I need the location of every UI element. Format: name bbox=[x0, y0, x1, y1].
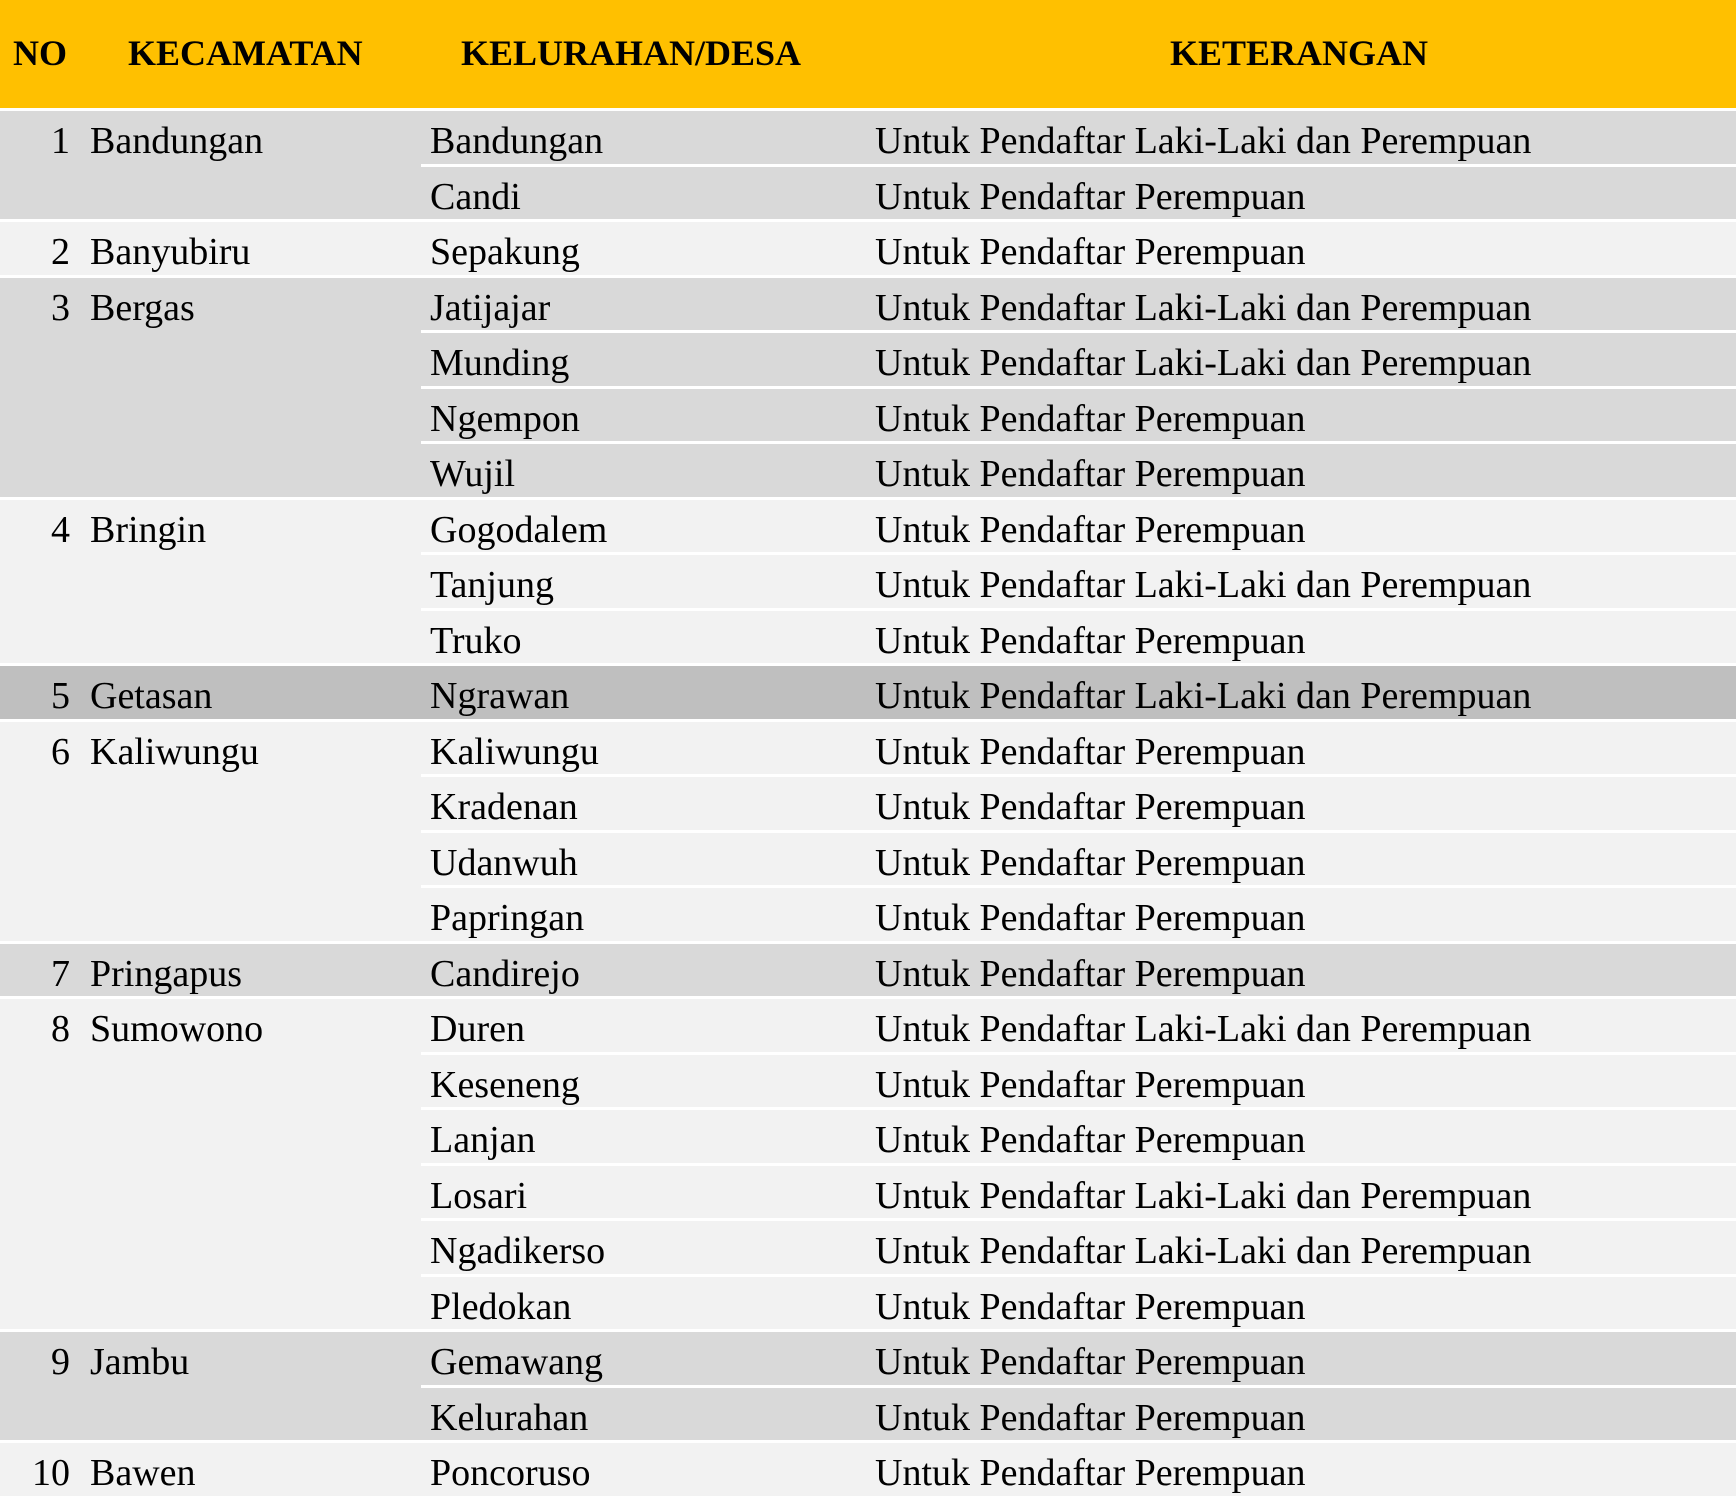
keterangan-cell: Untuk Pendaftar Perempuan bbox=[875, 841, 1306, 884]
header-kelurahan: KELURAHAN/DESA bbox=[461, 33, 802, 73]
row-number: 9 bbox=[51, 1341, 70, 1383]
kelurahan-cell: Duren bbox=[430, 1008, 525, 1050]
kecamatan-cell: Bringin bbox=[90, 508, 207, 551]
row-number: 8 bbox=[51, 1008, 70, 1050]
keterangan-cell: Untuk Pendaftar Perempuan bbox=[875, 1063, 1306, 1106]
table-row bbox=[0, 1274, 1736, 1330]
row-number: 1 bbox=[51, 120, 70, 162]
kelurahan-cell: Candi bbox=[430, 175, 521, 218]
kelurahan-cell: Papringan bbox=[430, 897, 585, 939]
table-row bbox=[0, 885, 1736, 941]
kelurahan-cell: Lanjan bbox=[430, 1119, 536, 1161]
kecamatan-group bbox=[0, 497, 1736, 664]
keterangan-cell: Untuk Pendaftar Perempuan bbox=[875, 786, 1306, 828]
row-number: 10 bbox=[32, 1452, 70, 1494]
kecamatan-cell: Bergas bbox=[90, 286, 195, 329]
keterangan-cell: Untuk Pendaftar Laki-Laki dan Perempuan bbox=[875, 675, 1532, 717]
kelurahan-cell: Wujil bbox=[430, 453, 516, 495]
table-row bbox=[0, 1332, 1736, 1385]
table-row bbox=[0, 944, 1736, 997]
keterangan-cell: Untuk Pendaftar Perempuan bbox=[875, 1396, 1306, 1439]
village-table bbox=[0, 111, 1736, 1496]
keterangan-cell: Untuk Pendaftar Laki-Laki dan Perempuan bbox=[875, 286, 1532, 329]
keterangan-cell: Untuk Pendaftar Perempuan bbox=[875, 231, 1306, 273]
kelurahan-cell: Jatijajar bbox=[430, 286, 551, 329]
kelurahan-cell: Gemawang bbox=[430, 1341, 604, 1383]
kelurahan-cell: Sepakung bbox=[430, 231, 580, 273]
table-row bbox=[0, 666, 1736, 719]
table-row bbox=[0, 164, 1736, 220]
kelurahan-cell: Candirejo bbox=[430, 952, 580, 995]
keterangan-cell: Untuk Pendaftar Laki-Laki dan Perempuan bbox=[875, 1174, 1532, 1217]
keterangan-cell: Untuk Pendaftar Perempuan bbox=[875, 1285, 1306, 1328]
table-row bbox=[0, 1163, 1736, 1219]
kelurahan-cell: Tanjung bbox=[430, 564, 554, 606]
keterangan-cell: Untuk Pendaftar Perempuan bbox=[875, 397, 1306, 440]
table-row bbox=[0, 1107, 1736, 1163]
keterangan-cell: Untuk Pendaftar Laki-Laki dan Perempuan bbox=[875, 1230, 1532, 1272]
row-number: 7 bbox=[51, 952, 70, 995]
kelurahan-cell: Losari bbox=[430, 1174, 528, 1217]
kecamatan-group bbox=[0, 941, 1736, 997]
table-row bbox=[0, 278, 1736, 331]
kecamatan-cell: Pringapus bbox=[90, 952, 242, 995]
kecamatan-group bbox=[0, 663, 1736, 719]
keterangan-cell: Untuk Pendaftar Perempuan bbox=[875, 730, 1306, 773]
keterangan-cell: Untuk Pendaftar Laki-Laki dan Perempuan bbox=[875, 1008, 1532, 1050]
kelurahan-cell: Poncoruso bbox=[430, 1452, 591, 1494]
header-keterangan: KETERANGAN bbox=[1170, 33, 1429, 73]
kecamatan-group bbox=[0, 996, 1736, 1329]
keterangan-cell: Untuk Pendaftar Laki-Laki dan Perempuan bbox=[875, 564, 1532, 606]
table-row bbox=[0, 830, 1736, 886]
keterangan-cell: Untuk Pendaftar Perempuan bbox=[875, 619, 1306, 662]
kecamatan-cell: Sumowono bbox=[90, 1008, 264, 1050]
kelurahan-cell: Ngempon bbox=[430, 397, 580, 440]
header-kecamatan: KECAMATAN bbox=[128, 33, 363, 73]
table-row bbox=[0, 774, 1736, 830]
header-no: NO bbox=[13, 33, 67, 73]
row-number: 6 bbox=[51, 730, 70, 773]
table-row bbox=[0, 386, 1736, 442]
table-row bbox=[0, 1052, 1736, 1108]
keterangan-cell: Untuk Pendaftar Perempuan bbox=[875, 453, 1306, 495]
keterangan-cell: Untuk Pendaftar Perempuan bbox=[875, 175, 1306, 218]
kelurahan-cell: Truko bbox=[430, 619, 522, 662]
kecamatan-cell: Getasan bbox=[90, 675, 213, 717]
kelurahan-cell: Kaliwungu bbox=[430, 730, 599, 773]
table-row bbox=[0, 222, 1736, 275]
kelurahan-cell: Kelurahan bbox=[430, 1396, 589, 1439]
table-row bbox=[0, 722, 1736, 775]
keterangan-cell: Untuk Pendaftar Perempuan bbox=[875, 508, 1306, 551]
kecamatan-cell: Jambu bbox=[90, 1341, 190, 1383]
row-number: 3 bbox=[51, 286, 70, 329]
keterangan-cell: Untuk Pendaftar Perempuan bbox=[875, 952, 1306, 995]
keterangan-cell: Untuk Pendaftar Laki-Laki dan Perempuan bbox=[875, 342, 1532, 384]
kelurahan-cell: Gogodalem bbox=[430, 508, 608, 551]
table-row bbox=[0, 999, 1736, 1052]
kelurahan-cell: Keseneng bbox=[430, 1063, 580, 1106]
table-row bbox=[0, 330, 1736, 386]
kelurahan-cell: Kradenan bbox=[430, 786, 578, 828]
table-row bbox=[0, 1218, 1736, 1274]
kecamatan-group bbox=[0, 719, 1736, 941]
kelurahan-cell: Pledokan bbox=[430, 1285, 572, 1328]
kecamatan-cell: Kaliwungu bbox=[90, 730, 259, 773]
table-row bbox=[0, 1385, 1736, 1441]
kecamatan-group bbox=[0, 275, 1736, 497]
row-number: 4 bbox=[51, 508, 70, 551]
table-header bbox=[0, 0, 1736, 108]
kelurahan-cell: Ngadikerso bbox=[430, 1230, 606, 1272]
table-row bbox=[0, 441, 1736, 497]
keterangan-cell: Untuk Pendaftar Perempuan bbox=[875, 1341, 1306, 1383]
keterangan-cell: Untuk Pendaftar Laki-Laki dan Perempuan bbox=[875, 120, 1532, 162]
table-row bbox=[0, 111, 1736, 164]
kecamatan-cell: Bawen bbox=[90, 1452, 196, 1494]
table-row bbox=[0, 608, 1736, 664]
table-row bbox=[0, 552, 1736, 608]
kelurahan-cell: Bandungan bbox=[430, 120, 604, 162]
table-row bbox=[0, 1443, 1736, 1496]
kelurahan-cell: Munding bbox=[430, 342, 570, 384]
kecamatan-group bbox=[0, 1440, 1736, 1496]
kecamatan-group bbox=[0, 1329, 1736, 1440]
kelurahan-cell: Udanwuh bbox=[430, 841, 578, 884]
keterangan-cell: Untuk Pendaftar Perempuan bbox=[875, 1119, 1306, 1161]
kecamatan-group bbox=[0, 111, 1736, 219]
keterangan-cell: Untuk Pendaftar Perempuan bbox=[875, 1452, 1306, 1494]
kelurahan-cell: Ngrawan bbox=[430, 675, 570, 717]
row-number: 2 bbox=[51, 231, 70, 273]
kecamatan-group bbox=[0, 219, 1736, 275]
keterangan-cell: Untuk Pendaftar Perempuan bbox=[875, 897, 1306, 939]
table-row bbox=[0, 500, 1736, 553]
row-number: 5 bbox=[51, 675, 70, 717]
kecamatan-cell: Bandungan bbox=[90, 120, 264, 162]
kecamatan-cell: Banyubiru bbox=[90, 231, 251, 273]
